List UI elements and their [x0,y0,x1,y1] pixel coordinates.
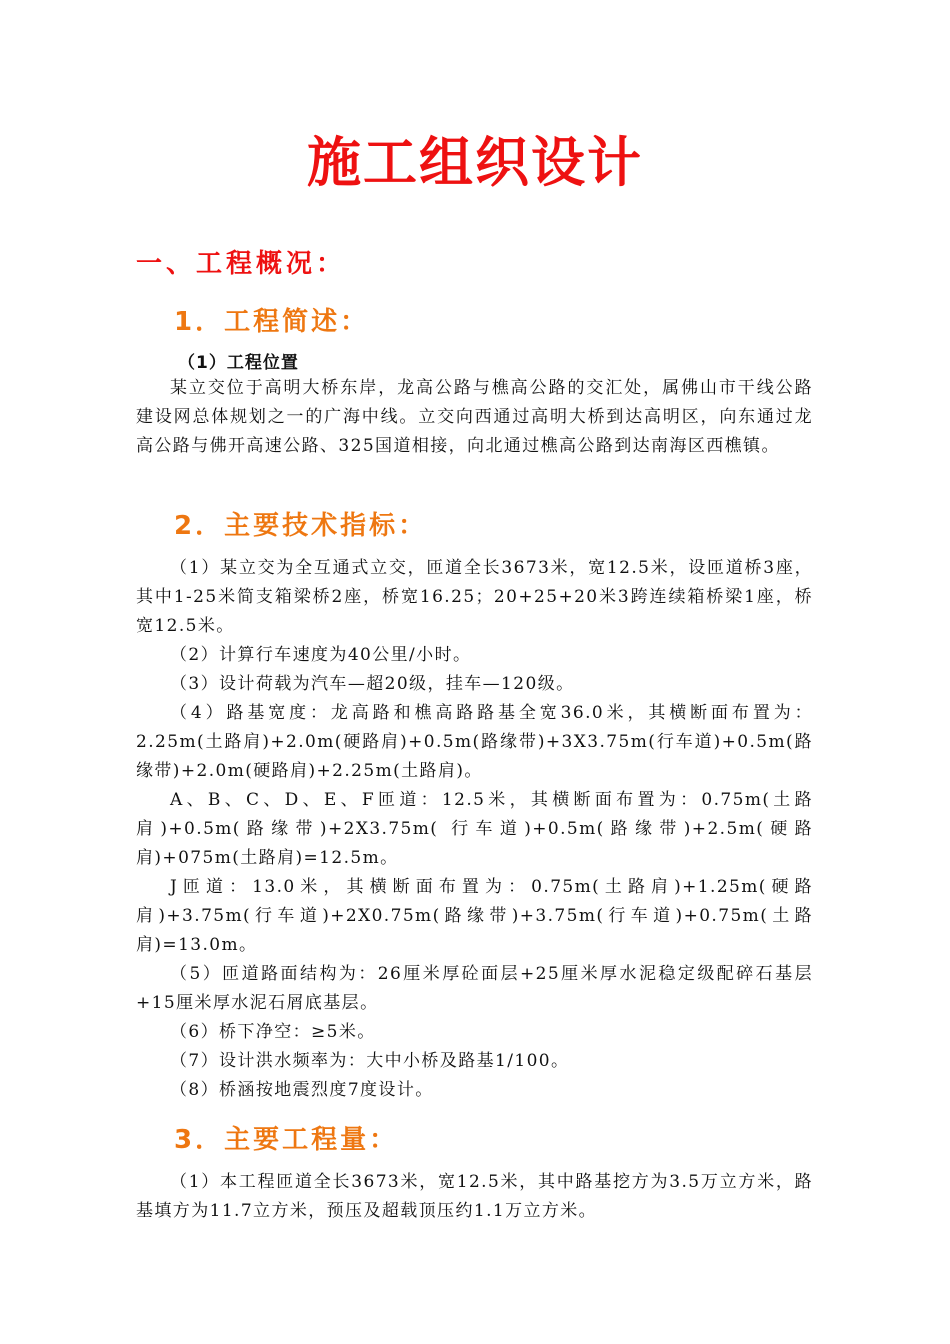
spec-paragraph-8: （6）桥下净空：≥5米。 [170,1022,376,1042]
spec-paragraph-4: （4）路基宽度：龙高路和樵高路路基全宽36.0米，其横断面布置为：2.25m(土路肩)+2.0m(硬路肩)+0.5m(路缘带)+3X3.75m(行车道)+0.5m(路缘带)+2.0m(硬路肩)+2.25m(土路肩)。 [136,703,813,781]
spec-paragraph-2: （2）计算行车速度为40公里/小时。 [170,645,472,665]
section-heading-overview: 一、工程概况： [136,249,347,279]
spec-paragraph-3: （3）设计荷载为汽车—超20级，挂车—120级。 [170,674,575,694]
quantities-paragraph-1: （1）本工程匝道全长3673米，宽12.5米，其中路基挖方为3.5万立方米，路基填方为11.7立方米，预压及超载顶压约1.1万立方米。 [136,1172,813,1221]
quantities-block [136,1168,813,1226]
location-paragraph: 某立交位于高明大桥东岸，龙高公路与樵高公路的交汇处，属佛山市干线公路建设网总体规划之一的广海中线。立交向西通过高明大桥到达高明区，向东通过龙高公路与佛开高速公路、325国道相接，向北通过樵高公路到达南海区西樵镇。 [136,378,813,456]
technical-specs-block [136,554,813,1105]
subsection-heading-summary: 1．工程简述： [174,307,370,337]
location-paragraph-block [136,374,813,461]
spec-paragraph-6: J匝道：13.0米，其横断面布置为：0.75m(土路肩)+1.25m(硬路肩)+3.75m(行车道)+2X0.75m(路缘带)+3.75m(行车道)+0.75m(土路肩)=13.0m。 [136,877,813,955]
spec-paragraph-1: （1）某立交为全互通式立交，匝道全长3673米，宽12.5米，设匝道桥3座，其中1-25米简支箱梁桥2座，桥宽16.25；20+25+20米3跨连续箱桥梁1座，桥宽12.5米。 [136,558,813,636]
spec-paragraph-7: （5）匝道路面结构为：26厘米厚砼面层+25厘米厚水泥稳定级配碎石基层+15厘米厚水泥石屑底基层。 [136,964,813,1013]
spec-paragraph-10: （8）桥涵按地震烈度7度设计。 [170,1080,434,1100]
subsection-heading-quantities: 3．主要工程量： [174,1125,399,1155]
document-title: 施工组织设计 [307,131,643,194]
spec-paragraph-9: （7）设计洪水频率为：大中小桥及路基1/100。 [170,1051,570,1071]
spec-paragraph-5: A、B、C、D、E、F匝道：12.5米，其横断面布置为：0.75m(土路肩)+0.5m(路缘带)+2X3.75m( 行车道)+0.5m(路缘带)+2.5m(硬路肩)+075m(土路肩)=12.5m。 [136,790,813,868]
item-heading-location: （1）工程位置 [178,353,299,373]
subsection-heading-technical-specs: 2．主要技术指标： [174,511,428,541]
